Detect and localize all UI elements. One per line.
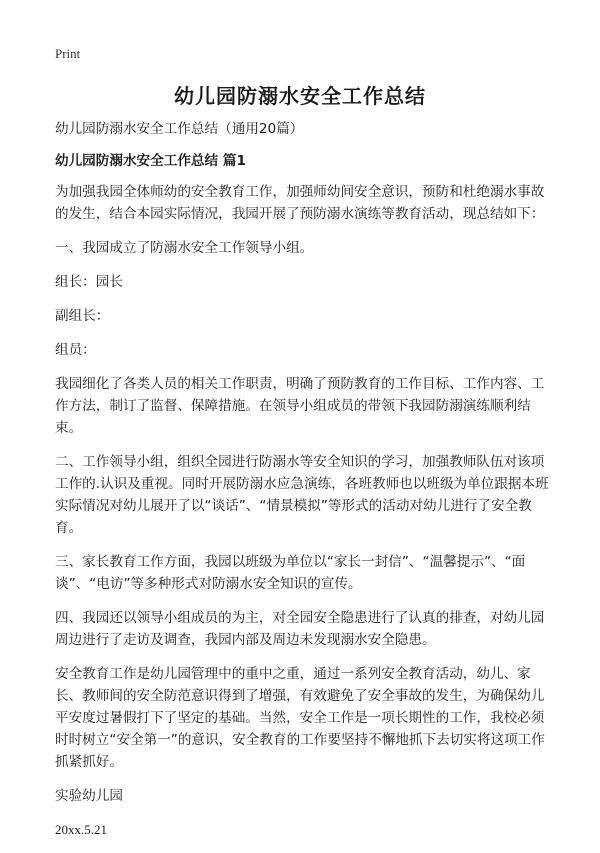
paragraph-section-one: 一、我园成立了防溺水安全工作领导小组。 <box>55 240 314 256</box>
document-title: 幼儿园防溺水安全工作总结 <box>174 84 426 108</box>
paragraph-section-three: 三、家长教育工作方面，我园以班级为单位以“家长一封信”、“温馨提示”、“面谈”、“电访”等多种形式对防溺水安全知识的宣传。 <box>55 554 526 592</box>
document-date: 20xx.5.21 <box>55 822 107 837</box>
paragraph-conclusion: 安全教育工作是幼儿园管理中的重中之重，通过一系列安全教育活动，幼儿、家长、教师间的安全防范意识得到了增强，有效避免了安全事故的发生，为确保幼儿平安度过暑假打下了坚定的基础。当然，安全工作是一项长期性的工作，我校必须时时树立“安全第一”的意识，安全教育的工作要坚持不懈地抓下去切实将这项工作抓紧抓好。 <box>55 666 545 770</box>
document-subtitle: 幼儿园防溺水安全工作总结（通用20篇） <box>55 121 304 137</box>
print-label: Print <box>55 46 81 61</box>
paragraph-section-four: 四、我园还以领导小组成员的为主，对全园安全隐患进行了认真的排查，对幼儿园周边进行了走访及调查，我园内部及周边未发现溺水安全隐患。 <box>55 610 545 648</box>
signature: 实验幼儿园 <box>55 788 123 804</box>
paragraph-leader: 组长：园长 <box>55 274 123 290</box>
document-body <box>55 118 552 853</box>
paragraph-intro: 为加强我园全体师幼的安全教育工作，加强师幼间安全意识，预防和杜绝溺水事故的发生，结合本园实际情况，我园开展了预防溺水演练等教育活动，现总结如下： <box>55 184 545 222</box>
section-heading: 幼儿园防溺水安全工作总结 篇1 <box>55 153 246 169</box>
paragraph-members: 组员： <box>55 342 96 358</box>
paragraph-section-two: 二、工作领导小组，组织全园进行防溺水等安全知识的学习，加强教师队伍对该项工作的.认识及重视。同时开展防溺水应急演练，各班教师也以班级为单位跟据本班实际情况对幼儿展开了以“谈话”、“情景模拟”等形式的活动对幼儿进行了安全教育。 <box>55 454 549 536</box>
paragraph-responsibilities: 我园细化了各类人员的相关工作职责，明确了预防教育的工作目标、工作内容、工作方法，制订了监督、保障措施。在领导小组成员的带领下我园防溺演练顺利结束。 <box>55 376 545 436</box>
paragraph-deputy-leader: 副组长： <box>55 308 110 324</box>
